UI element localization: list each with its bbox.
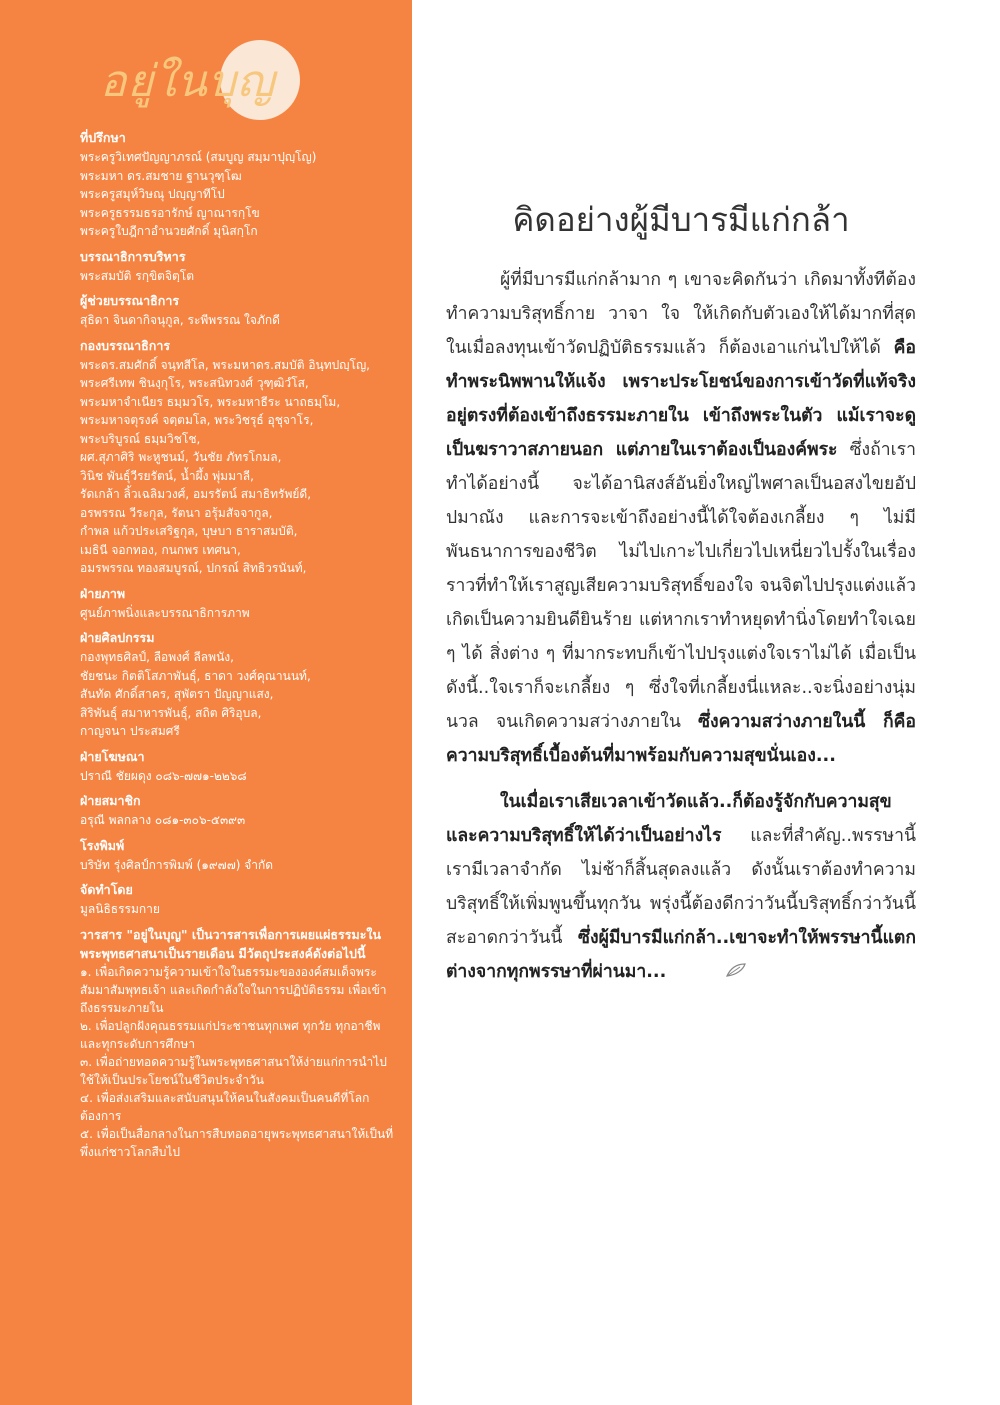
section-line: พระครูธรรมธรอารักษ์ ญาณารกฺโข [80, 205, 260, 220]
section-line: พระครูใบฎีกาอำนวยศักดิ์ มุนิสกฺโก [80, 224, 258, 238]
section-line: พระดร.สมศักดิ์ จนฺทสีโล, พระมหาดร.สมบัติ อินฺทปญฺโญ, [80, 357, 370, 372]
section-line: กาญจนา ประสมศรี [80, 724, 180, 738]
section-title: กองบรรณาธิการ [80, 337, 171, 353]
section-title: ที่ปรึกษา [80, 130, 126, 145]
purpose-item: ๔. เพื่อส่งเสริมและสนับสนุนให้คนในสังคมเป็นคนดีที่โลกต้องการ [80, 1090, 370, 1123]
section-line: วินิช พันธุ์วีรยรัตน์, น้ำผึ้ง พุ่มมาลี, [80, 468, 254, 483]
section-line: พระศรีเทพ ชินงฺกุโร, พระสนิทวงศ์ วุฑฺฒิวํโส, [80, 376, 309, 390]
section-line: รัดเกล้า ลิ้วเฉลิมวงศ์, อมรรัตน์ สมาธิทรัพย์ดี, [80, 487, 312, 501]
p1-text-a: ผู้ที่มีบารมีแก่กล้ามาก ๆ เขาจะคิดกันว่า เกิดมาทั้งทีต้องทำความบริสุทธิ์กาย วาจา ใจ ให้เกิดกับตัวเองให้ได้มากที่สุด ในเมื่อลงทุนเข้าวัดปฏิบัติธรรมแล้ว ก็ต้องเอาแก่นไปให้ได้ [446, 270, 916, 358]
section-title: ฝ่ายศิลปกรรม [80, 630, 155, 645]
section-line: กองพุทธศิลป์, ลือพงศ์ ลีลพนัง, [80, 650, 234, 664]
section-line: พระมหาจำเนียร ธมฺมวโร, พระมหาธีระ นาถธมฺโม, [80, 394, 341, 409]
section-line: บริษัท รุ่งศิลป์การพิมพ์ (๑๙๗๗) จำกัด [80, 857, 274, 872]
section-line: สิริพันธุ์ สมาหารพันธุ์, สถิต ศิริอุบล, [80, 705, 262, 720]
section-title: โรงพิมพ์ [80, 837, 125, 853]
section-line: อรพรรณ วีระกุล, รัตนา อรุ้มสัจจากูล, [80, 505, 273, 520]
section-title: บรรณาธิการบริหาร [80, 248, 186, 264]
magazine-logo [100, 40, 310, 120]
purpose-item: ๑. เพื่อเกิดความรู้ความเข้าใจในธรรมะขององค์สมเด็จพระสัมมาสัมพุทธเจ้า และเกิดกำลังใจในการปฏิบัติธรรม เพื่อเข้าถึงธรรมะภายใน [80, 964, 387, 1015]
section-title: จัดทำโดย [80, 882, 133, 897]
masthead-sidebar [0, 0, 412, 1405]
p2-bold-c: ซึ่งผู้มีบารมีแก่กล้า..เขาจะทำให้พรรษานี้แตกต่างจากทุกพรรษาที่ผ่านมา... [446, 928, 916, 982]
article [446, 195, 916, 1001]
purpose-item: ๓. เพื่อถ่ายทอดความรู้ในพระพุทธศาสนาให้ง่ายแก่การนำไปใช้ให้เป็นประโยชน์ในชีวิตประจำวัน [80, 1054, 387, 1087]
section-title: ฝ่ายโฆษณา [80, 748, 145, 764]
section-title: ฝ่ายภาพ [80, 585, 126, 601]
logo-text: อยู่ในบุญ [100, 56, 276, 107]
section-line: พระมหาจตุรงค์ จตฺตมโล, พระวิชรุธ์ อุชุจาโร, [80, 413, 314, 427]
purpose-heading: วารสาร "อยู่ในบุญ" เป็นวารสารเพื่อการเผยแผ่ธรรมะในพระพุทธศาสนาเป็นรายเดือน มีวัตถุประสงค์ดังต่อไปนี้ [80, 926, 382, 961]
section-title: ฝ่ายสมาชิก [80, 793, 141, 808]
section-line: พระบริบูรณ์ ธมฺมวิชโช, [80, 431, 201, 446]
p1-bold-d: ซึ่งความสว่างภายในนี้ ก็คือ ความบริสุทธิ์เบื้องต้นที่มาพร้อมกับความสุขนั่นเอง... [446, 712, 916, 766]
section-line: สุธิดา จินดากิจนุกูล, ระพีพรรณ ใจภักดี [80, 313, 280, 327]
article-title: คิดอย่างผู้มีบารมีแก่กล้า [512, 200, 850, 239]
section-line: ชัยชนะ กิตติโสภาพันธุ์, ธาดา วงศ์คุณานนท์, [80, 668, 311, 683]
section-line: ผศ.สุภาศิริ พะหูชนม์, วันชัย ภัทรโกมล, [80, 450, 282, 464]
section-line: พระครูวิเทศปัญญาภรณ์ (สมบูญ สมฺมาปุญฺโญ) [80, 150, 317, 164]
p1-text-c: ซึ่งถ้าเราทำได้อย่างนี้ จะได้อานิสงส์อันยิ่งใหญ่ไพศาลเป็นอสงไขยอัปปมาณัง และการจะเข้าถึงอย่างนี้ได้ใจต้องเกลี้ยง ๆ ไม่มีพันธนาการของชีวิต ไม่ไปเกาะไปเกี่ยวไปเหนี่ยวไปรั้งในเรื่องราวที่ทำให้เราสูญเสียความบริสุทธิ์ของใจ จนจิตไปปรุงแต่งแล้วเกิดเป็นความยินดียินร้าย แต่หากเราทำหยุดทำนิ่งโดยทำใจเฉย ๆ ได้ สิ่งต่าง ๆ ที่มากระทบก็เข้าไปปรุงแต่งใจเราไม่ได้ เมื่อเป็นดังนี้..ใจเราก็จะเกลี้ยง ๆ ซึ่งใจที่เกลี้ยงนี่แหละ..จะนิ่งอย่างนุ่มนวล จนเกิดความสว่างภายใน [446, 440, 916, 732]
purpose-list [80, 963, 394, 1161]
p1-bold-b: คือ ทำพระนิพพานให้แจ้ง เพราะประโยชน์ของการเข้าวัดที่แท้จริงอยู่ตรงที่ต้องเข้าถึงธรรมะภายใน เข้าถึงพระในตัว แม้เราจะดูเป็นฆราวาสภายนอก แต่ภายในเราต้องเป็นองค์พระ [446, 338, 916, 460]
section-line: ศูนย์ภาพนิ่งและบรรณาธิการภาพ [80, 605, 250, 620]
section-title: ผู้ช่วยบรรณาธิการ [80, 293, 180, 308]
section-line: อรุณี พลกลาง ๐๘๑-๓๐๖-๕๓๙๓ [80, 813, 246, 827]
leaf-icon [672, 955, 746, 989]
article-paragraph-1 [446, 263, 916, 773]
section-line: สันทัด ศักดิ์สาคร, สุพัตรา ปัญญาแสง, [80, 687, 274, 701]
p2-text-b: และที่สำคัญ..พรรษานี้เรามีเวลาจำกัด ไม่ช้าก็สิ้นสุดลงแล้ว ดังนั้นเราต้องทำความบริสุทธิ์ให้เพิ่มพูนขึ้นทุกวัน พรุ่งนี้ต้องดีกว่าวันนี้บริสุทธิ์กว่าวันนี้ สะอาดกว่าวันนี้ [446, 826, 916, 948]
p2-bold-a: ในเมื่อเราเสียเวลาเข้าวัดแล้ว..ก็ต้องรู้จักกับความสุขและความบริสุทธิ์ให้ได้ว่าเป็นอย่างไร [446, 792, 892, 846]
section-line: กำพล แก้วประเสริฐกุล, บุษบา ธาราสมบัติ, [80, 524, 298, 538]
section-line: พระครูสมุห์วิษณุ ปญฺญาทีโป [80, 187, 225, 201]
purpose-item: ๒. เพื่อปลูกฝังคุณธรรมแก่ประชาชนทุกเพศ ทุกวัย ทุกอาชีพและทุกระดับการศึกษา [80, 1018, 381, 1051]
section-line: อมรพรรณ ทองสมบูรณ์, ปกรณ์ สิทธิวรนันท์, [80, 561, 307, 575]
article-paragraph-2 [446, 785, 916, 989]
section-line: ปราณี ชัยผดุง ๐๘๖-๗๗๑-๒๒๖๘ [80, 768, 247, 783]
section-line: พระสมบัติ รกฺขิตจิตฺโต [80, 268, 195, 283]
section-line: พระมหา ดร.สมชาย ฐานวุฑฺโฒ [80, 168, 242, 183]
masthead-sections [80, 128, 394, 919]
section-line: มูลนิธิธรรมกาย [80, 902, 160, 916]
purpose-item: ๕. เพื่อเป็นสื่อกลางในการสืบทอดอายุพระพุทธศาสนาให้เป็นที่พึ่งแก่ชาวโลกสืบไป [80, 1126, 394, 1159]
section-line: เมธินี จอกทอง, กนกพร เทศนา, [80, 542, 241, 557]
